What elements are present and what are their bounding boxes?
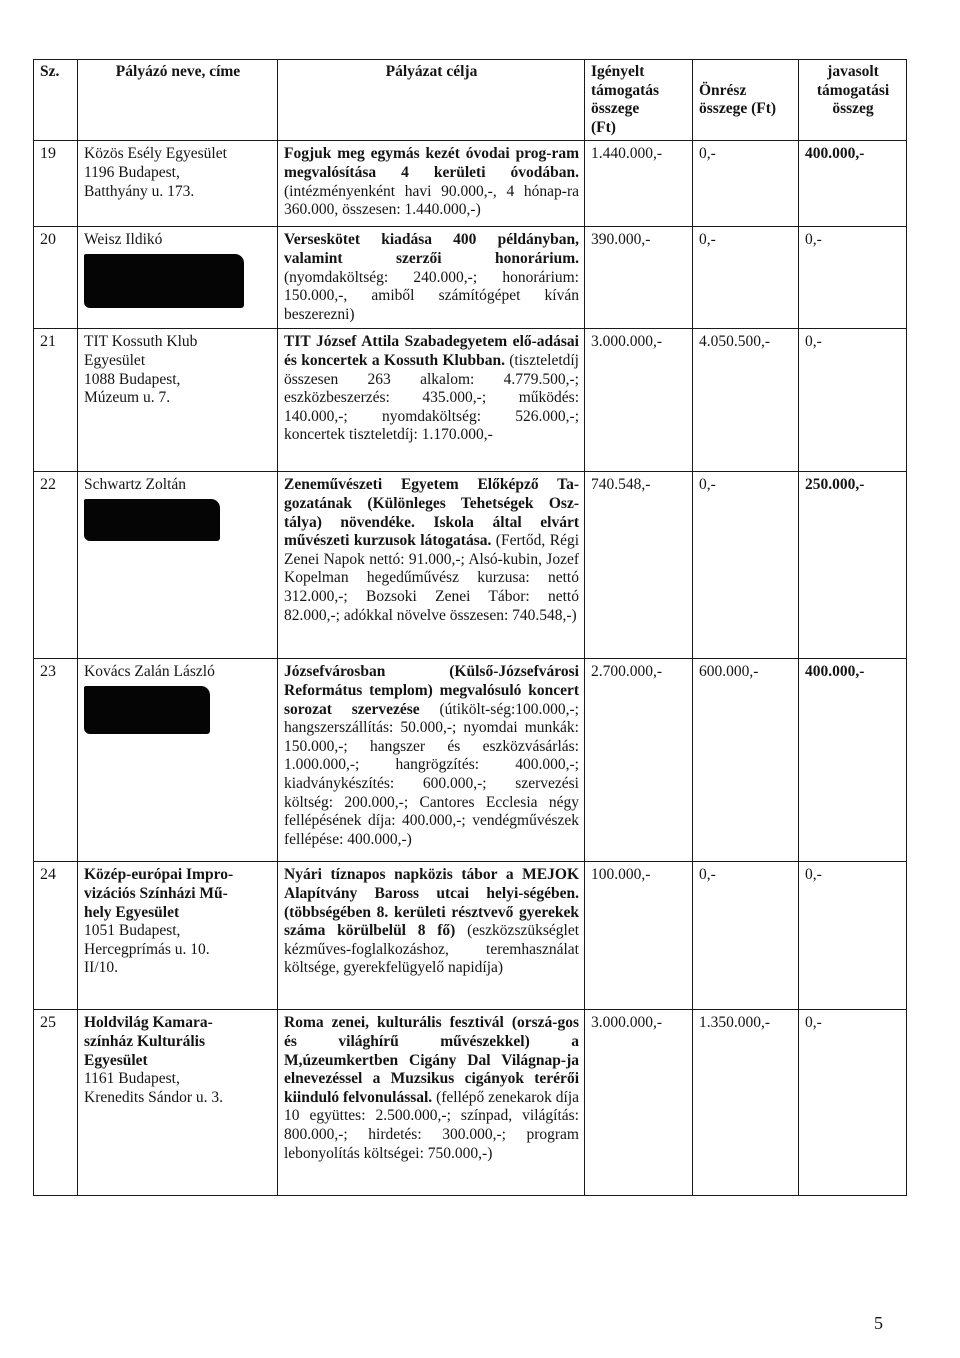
goal-cell bbox=[278, 862, 585, 1010]
own-amount: 0,- bbox=[693, 141, 799, 227]
header-own-line: összege (Ft) bbox=[699, 100, 777, 118]
header-requested-line: Igényelt bbox=[591, 63, 645, 80]
applicant-cell bbox=[78, 1010, 278, 1196]
header-proposed-line: támogatási bbox=[816, 81, 890, 99]
applicant-line: Egyesület bbox=[84, 1051, 148, 1069]
applicant-line: Közös Esély Egyesület bbox=[84, 145, 227, 163]
goal-cell bbox=[278, 1010, 585, 1196]
requested-amount: 2.700.000,- bbox=[585, 659, 693, 862]
row-number: 22 bbox=[34, 472, 78, 659]
redaction-block bbox=[84, 499, 220, 541]
header-goal: Pályázat célja bbox=[278, 60, 585, 141]
applicant-cell bbox=[78, 659, 278, 862]
row-number: 19 bbox=[34, 141, 78, 227]
applicant-line: Holdvilág Kamara- bbox=[84, 1014, 213, 1032]
goal-details: (tiszteletdíj összesen 263 alkalom: 4.779.500,-; eszközbeszerzés: 435.000,-; működés: 140.000,-; nyomdaköltség: 526.000,-; koncertek tiszteletdíj: 1.170.000,- bbox=[284, 351, 579, 444]
header-proposed-line: összeg bbox=[832, 100, 874, 118]
row-number: 20 bbox=[34, 227, 78, 329]
applicant-line: Egyesület bbox=[84, 351, 146, 369]
applicant-line: Hercegprímás u. 10. bbox=[84, 940, 210, 958]
goal-cell bbox=[278, 472, 585, 659]
table-row bbox=[34, 141, 907, 227]
row-number: 21 bbox=[34, 329, 78, 472]
own-amount: 0,- bbox=[693, 227, 799, 329]
requested-amount: 3.000.000,- bbox=[585, 1010, 693, 1196]
proposed-amount: 0,- bbox=[799, 227, 907, 329]
header-requested bbox=[585, 60, 693, 141]
goal-title: Roma zenei, kulturális fesztivál (orszá-gos és világhírű művészekkel) a M,úzeumkertben Cigány Dal Világnap-ja elnevezéssel a Muzsikus cigányok terérői kiinduló felvonulással. bbox=[284, 1014, 579, 1106]
goal-title: Verseskötet kiadása 400 példányban, valamint szerzői honorárium. bbox=[284, 231, 579, 267]
requested-amount: 1.440.000,- bbox=[585, 141, 693, 227]
row-number: 24 bbox=[34, 862, 78, 1010]
table-row bbox=[34, 472, 907, 659]
table-row bbox=[34, 1010, 907, 1196]
applicant-line: Batthyány u. 173. bbox=[84, 182, 195, 200]
header-requested-line: támogatás bbox=[591, 81, 660, 99]
redaction-block bbox=[84, 254, 244, 308]
applicant-line: színház Kulturális bbox=[84, 1032, 206, 1050]
goal-cell bbox=[278, 659, 585, 862]
goal-cell bbox=[278, 141, 585, 227]
header-sz: Sz. bbox=[34, 60, 78, 141]
proposed-amount: 250.000,- bbox=[799, 472, 907, 659]
applicant-line: Kovács Zalán László bbox=[84, 663, 215, 681]
own-amount: 600.000,- bbox=[693, 659, 799, 862]
header-proposed-line: javasolt bbox=[827, 63, 879, 80]
own-amount: 1.350.000,- bbox=[693, 1010, 799, 1196]
requested-amount: 740.548,- bbox=[585, 472, 693, 659]
applicant-line: TIT Kossuth Klub bbox=[84, 333, 198, 351]
goal-title: Fogjuk meg egymás kezét óvodai prog-ram megvalósítása 4 kerületi óvodában. bbox=[284, 145, 579, 181]
table-row bbox=[34, 329, 907, 472]
goal-cell bbox=[278, 329, 585, 472]
proposed-amount: 400.000,- bbox=[799, 141, 907, 227]
own-amount: 0,- bbox=[693, 862, 799, 1010]
applicant-line: Közép-európai Impro- bbox=[84, 866, 234, 884]
proposed-amount: 0,- bbox=[799, 1010, 907, 1196]
goal-details: (Fertőd, Régi Zenei Napok nettó: 91.000,-; Alsó-kubin, Jozef Kopelman hegedűművész kurzusa: nettó 312.000,-; Bozsoki Zenei Tábor: nettó 82.000,-; adókkal növelve összesen: 740.548,-) bbox=[284, 532, 580, 624]
applicant-line: 1088 Budapest, bbox=[84, 370, 181, 388]
applicant-cell bbox=[78, 141, 278, 227]
table-row bbox=[34, 862, 907, 1010]
applicant-line: Múzeum u. 7. bbox=[84, 389, 171, 407]
goal-title: Nyári tíznapos napközis tábor a MEJOK Alapítvány Baross utcai helyi-ségében. (többségében 8. kerületi résztvevő gyerekek száma körülbelül 8 fő) bbox=[284, 866, 579, 940]
goal-title: Józsefvárosban (Külső-Józsefvárosi Református templom) megvalósuló koncert sorozat szervezése bbox=[284, 663, 579, 718]
applicant-cell bbox=[78, 862, 278, 1010]
applicant-line: 1051 Budapest, bbox=[84, 922, 181, 940]
applicant-line: 1196 Budapest, bbox=[84, 163, 180, 181]
grant-applications-table bbox=[33, 59, 907, 1196]
header-proposed bbox=[799, 60, 907, 141]
redaction-block bbox=[84, 686, 210, 734]
proposed-amount: 400.000,- bbox=[799, 659, 907, 862]
requested-amount: 390.000,- bbox=[585, 227, 693, 329]
header-requested-line: összege bbox=[591, 100, 640, 118]
applicant-line: Schwartz Zoltán bbox=[84, 476, 187, 494]
applicant-line: vizációs Színházi Mű- bbox=[84, 884, 228, 902]
header-applicant: Pályázó neve, címe bbox=[78, 60, 278, 141]
goal-details: (nyomdaköltség: 240.000,-; honorárium: 150.000,-, amiből számítógépet kíván beszerezni) bbox=[284, 268, 579, 323]
applicant-cell bbox=[78, 329, 278, 472]
goal-details: (útikölt-ség:100.000,-; hangszerszállítás: 50.000,-; nyomdai munkák: 150.000,-; hangszer és eszközvásárlás: 1.000.000,-; hangrögzítés: 400.000,-; kiadványkészítés: 600.000,-; szervezési költség: 200.000,-; Cantores Ecclesia négy fellépésének díja: 400.000,-; vendégművészek fellépése: 400.000,-) bbox=[284, 700, 579, 848]
goal-title: TIT József Attila Szabadegyetem elő-adásai és koncertek a Kossuth Klubban. bbox=[284, 333, 579, 369]
applicant-line: Krenedits Sándor u. 3. bbox=[84, 1088, 224, 1106]
proposed-amount: 0,- bbox=[799, 862, 907, 1010]
table-header-row bbox=[34, 60, 907, 141]
applicant-line: Weisz Ildikó bbox=[84, 231, 163, 249]
applicant-cell bbox=[78, 472, 278, 659]
page-number: 5 bbox=[874, 1313, 883, 1333]
goal-details: (fellépő zenekarok díja 10 együttes: 2.500.000,-; színpad, világítás: 800.000,-; hirdetés: 300.000,-; program lebonyolítás költségei: 750.000,-) bbox=[284, 1088, 580, 1162]
applicant-line: II/10. bbox=[84, 959, 119, 977]
goal-details: (intézményenként havi 90.000,-, 4 hónap-ra 360.000, összesen: 1.440.000,-) bbox=[284, 182, 579, 219]
row-number: 23 bbox=[34, 659, 78, 862]
proposed-amount: 0,- bbox=[799, 329, 907, 472]
header-own bbox=[693, 60, 799, 141]
own-amount: 4.050.500,- bbox=[693, 329, 799, 472]
goal-cell bbox=[278, 227, 585, 329]
requested-amount: 3.000.000,- bbox=[585, 329, 693, 472]
table-row bbox=[34, 659, 907, 862]
applicant-line: 1161 Budapest, bbox=[84, 1070, 180, 1088]
goal-title: Zeneművészeti Egyetem Előképző Ta-gozatának (Különleges Tehetségek Osz-tálya) növendéke. Iskola által elvárt művészeti kurzusok látogatása. bbox=[284, 476, 579, 550]
own-amount: 0,- bbox=[693, 472, 799, 659]
table-row bbox=[34, 227, 907, 329]
header-own-line: Önrész bbox=[699, 81, 747, 99]
applicant-cell bbox=[78, 227, 278, 329]
applicant-line: hely Egyesület bbox=[84, 903, 180, 921]
requested-amount: 100.000,- bbox=[585, 862, 693, 1010]
header-requested-line: (Ft) bbox=[591, 118, 616, 136]
row-number: 25 bbox=[34, 1010, 78, 1196]
goal-details: (eszközszükséglet kézműves-foglalkozáshoz, teremhasználat költsége, gyerekfelügyelő napidíja) bbox=[284, 922, 580, 977]
